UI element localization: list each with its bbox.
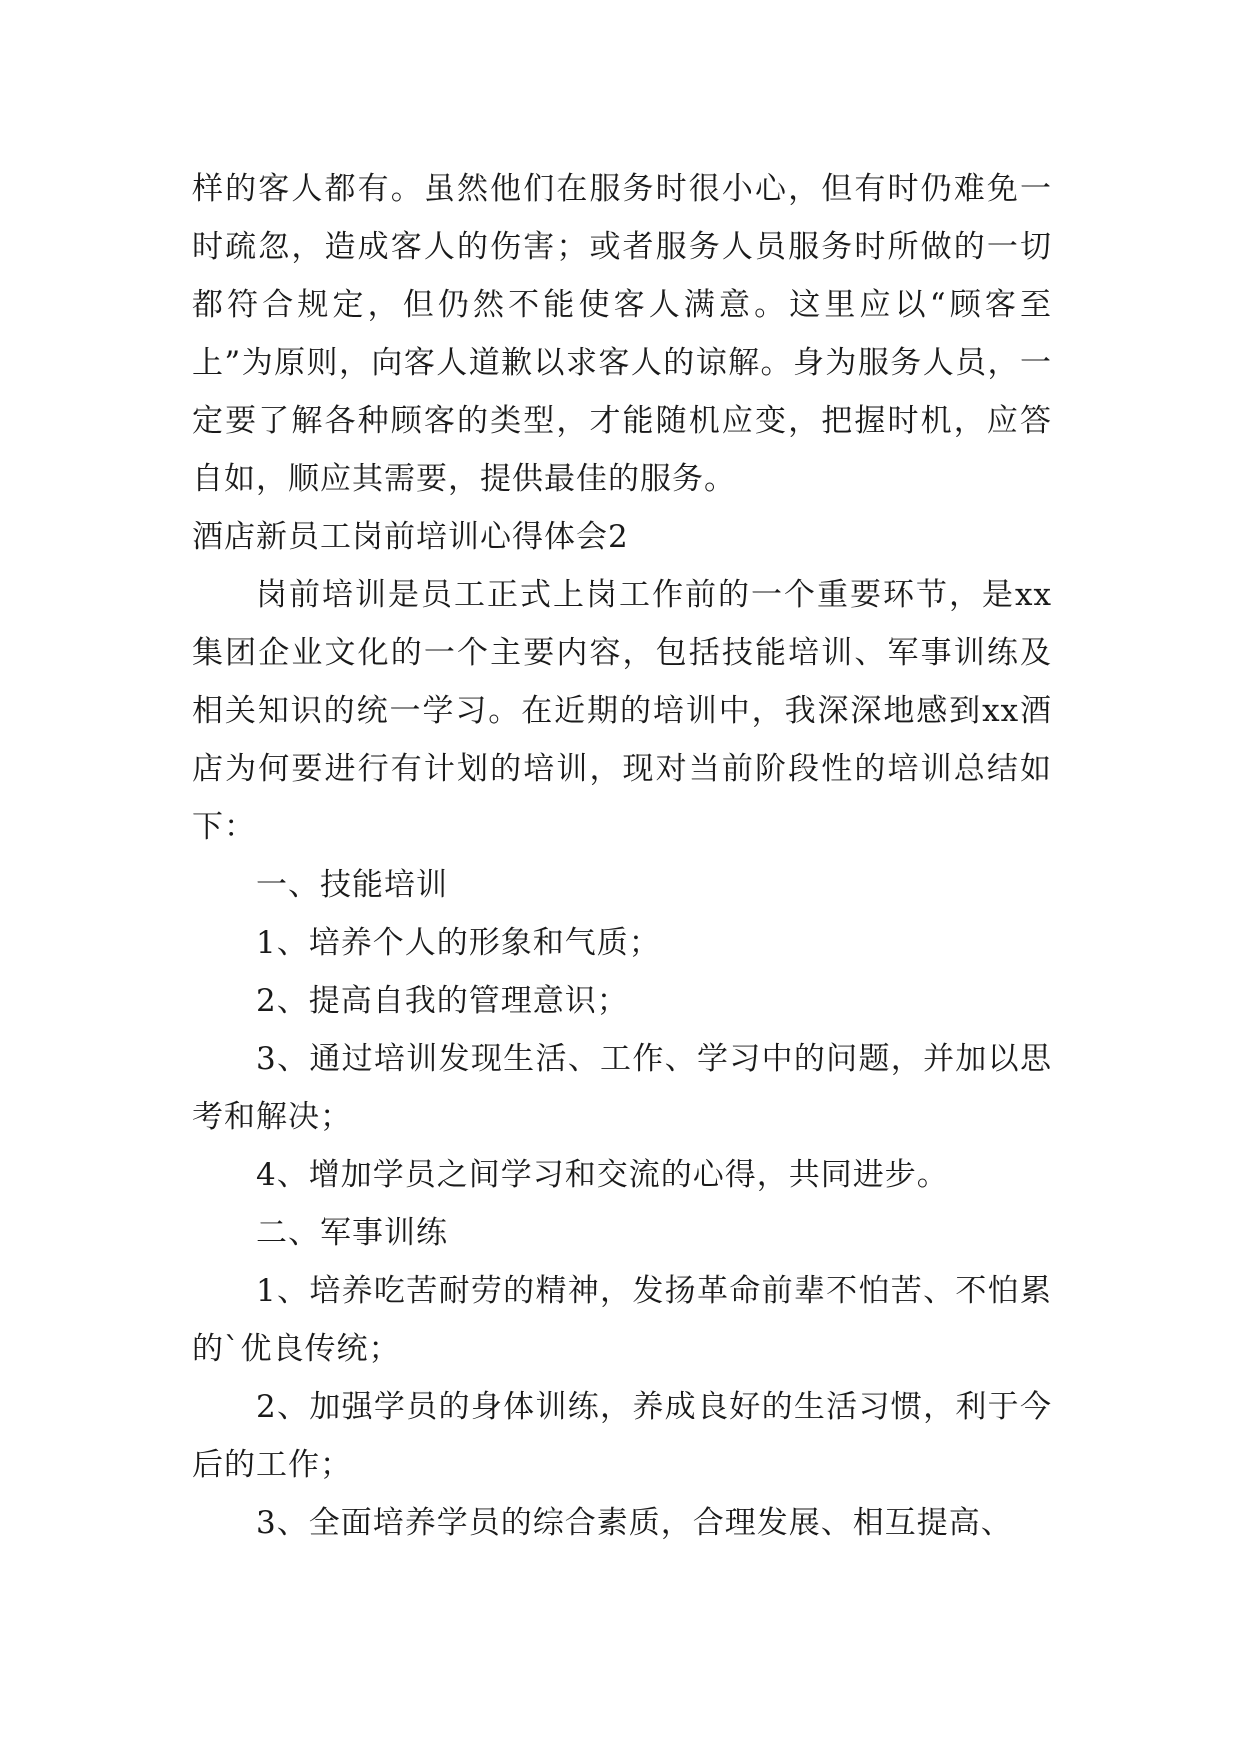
paragraph-intro: 岗前培训是员工正式上岗工作前的一个重要环节，是xx集团企业文化的一个主要内容，包括技能培训、军事训练及相关知识的统一学习。在近期的培训中，我深深地感到xx酒店为何要进行有计划的培训，现对当前阶段性的培训总结如下： — [192, 577, 1052, 845]
list-item-skills-3: 3、通过培训发现生活、工作、学习中的问题，并加以思考和解决； — [192, 1041, 1052, 1135]
list-item-skills-2: 2、提高自我的管理意识； — [256, 983, 629, 1019]
section-title: 酒店新员工岗前培训心得体会2 — [192, 519, 629, 555]
list-item-skills-4: 4、增加学员之间学习和交流的心得，共同进步。 — [256, 1157, 949, 1193]
list-item-military-1: 1、培养吃苦耐劳的精神，发扬革命前辈不怕苦、不怕累的`优良传统； — [192, 1273, 1052, 1367]
list-item-military-2: 2、加强学员的身体训练，养成良好的生活习惯，利于今后的工作； — [192, 1389, 1052, 1483]
subheading-skills-training: 一、技能培训 — [256, 867, 448, 903]
document-body — [192, 160, 1052, 1552]
paragraph-guest-types: 样的客人都有。虽然他们在服务时很小心，但有时仍难免一时疏忽，造成客人的伤害；或者服务人员服务时所做的一切都符合规定，但仍然不能使客人满意。这里应以“顾客至上”为原则，向客人道歉以求客人的谅解。身为服务人员，一定要了解各种顾客的类型，才能随机应变，把握时机，应答自如，顺应其需要，提供最佳的服务。 — [192, 171, 1052, 497]
list-item-military-3: 3、全面培养学员的综合素质，合理发展、相互提高、 — [256, 1505, 1013, 1541]
list-item-skills-1: 1、培养个人的形象和气质； — [256, 925, 661, 961]
subheading-military-training: 二、军事训练 — [256, 1215, 448, 1251]
